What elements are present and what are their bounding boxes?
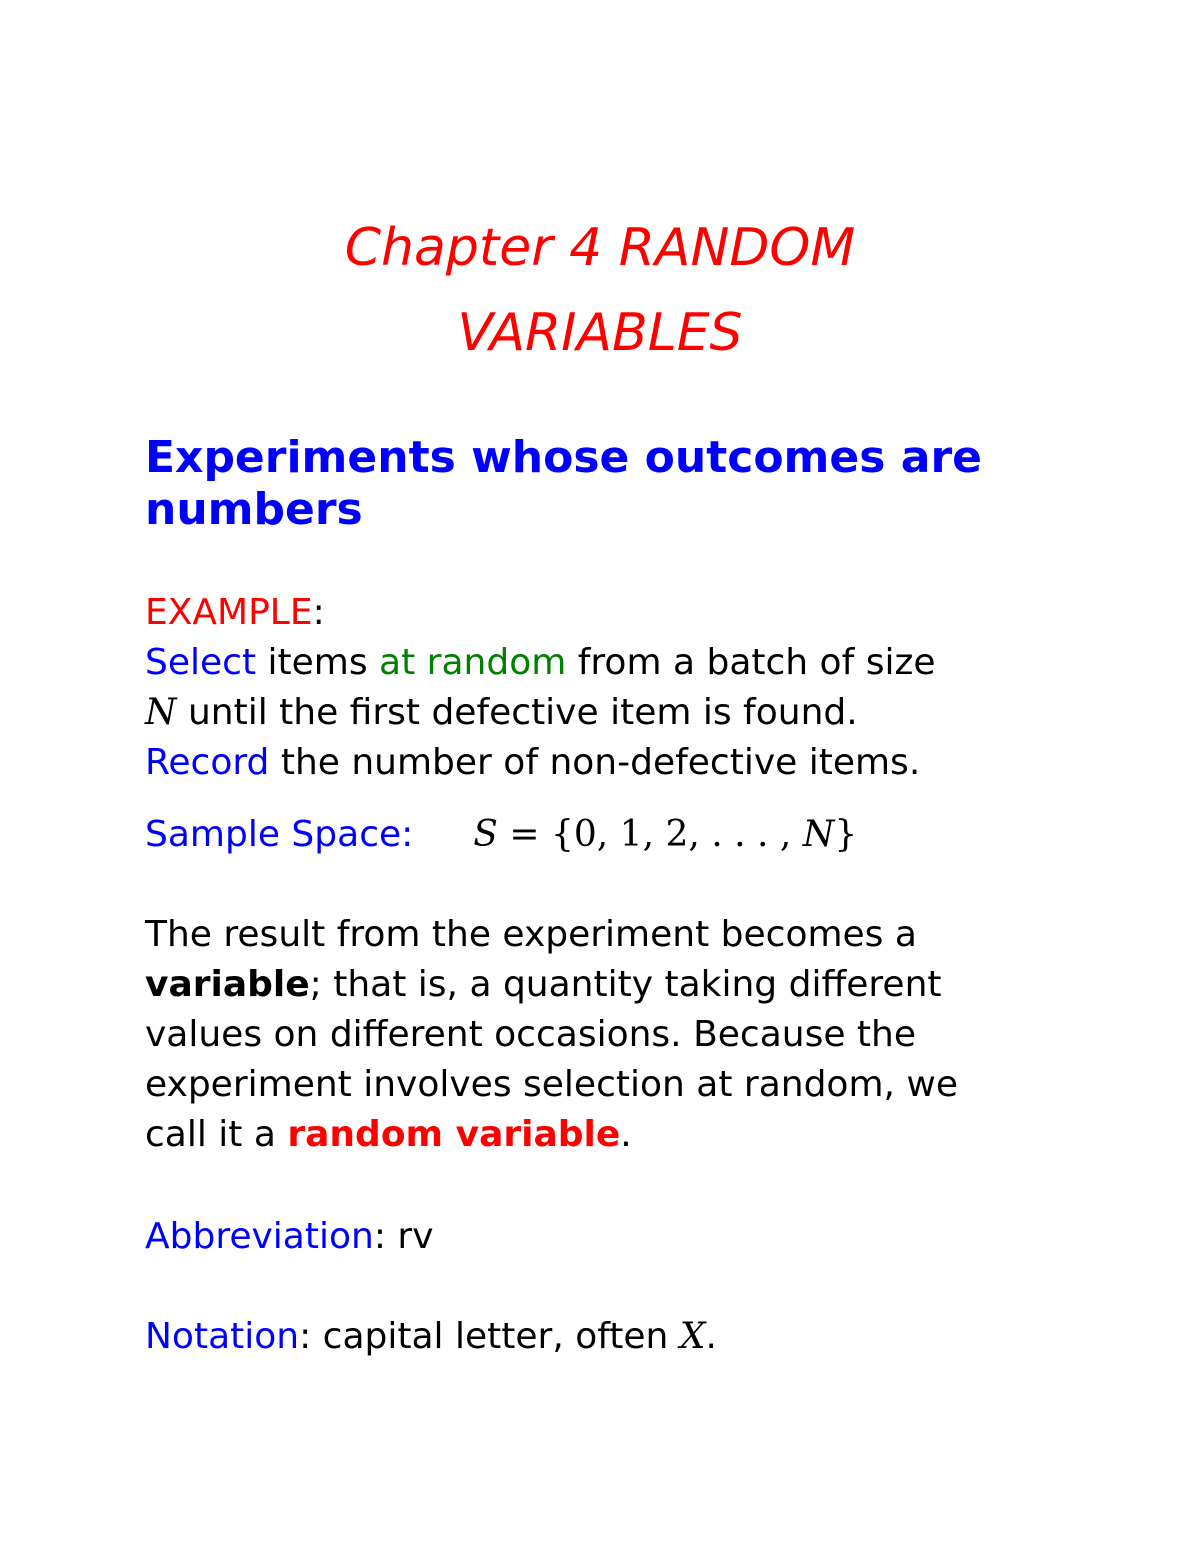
example-line1-mid: items xyxy=(256,642,380,683)
sample-set-open: = {0, 1, 2, . . . , xyxy=(497,814,803,855)
example-colon: : xyxy=(312,592,325,633)
example-line-2 xyxy=(145,688,1065,738)
X-symbol: X xyxy=(679,1316,706,1357)
notation-line xyxy=(145,1312,1065,1362)
variable-term: variable xyxy=(145,964,310,1005)
example-line2-rest: until the first defective item is found. xyxy=(176,692,858,733)
para-line-4: experiment involves selection at random, we xyxy=(145,1064,958,1105)
sample-space-label: Sample Space: xyxy=(145,814,414,855)
para-line5-start: call it a xyxy=(145,1114,288,1155)
notation-dot: . xyxy=(705,1316,717,1357)
example-line3-rest: the number of non-defective items. xyxy=(269,742,921,783)
example-line-3 xyxy=(145,738,1065,788)
abbreviation-colon: : xyxy=(373,1216,386,1257)
notation-label: Notation xyxy=(145,1316,300,1357)
example-label-line xyxy=(145,588,1065,638)
para-line2-rest: ; that is, a quantity taking different xyxy=(309,964,942,1005)
para-line-3: values on different occasions. Because the xyxy=(145,1014,917,1055)
chapter-title-line2: VARIABLES xyxy=(457,303,743,363)
sample-N-symbol: N xyxy=(802,814,835,855)
S-symbol: S xyxy=(473,814,498,855)
select-word: Select xyxy=(145,642,257,683)
record-word: Record xyxy=(145,742,270,783)
para-line-2 xyxy=(145,960,1065,1010)
para-line-1: The result from the experiment becomes a xyxy=(145,914,917,955)
example-label: EXAMPLE xyxy=(145,592,313,633)
notation-rest: : capital letter, often xyxy=(299,1316,680,1357)
chapter-title-line1: Chapter 4 RANDOM xyxy=(344,218,856,278)
abbreviation-line xyxy=(145,1212,1065,1262)
section-heading-line1: Experiments whose outcomes are xyxy=(145,432,982,483)
para-line5-end: . xyxy=(620,1114,632,1155)
sample-space-line xyxy=(145,810,1065,860)
section-heading xyxy=(145,432,1065,536)
N-symbol: N xyxy=(145,692,177,733)
example-line-1 xyxy=(145,638,1065,688)
section-heading-line2: numbers xyxy=(145,484,363,535)
sample-set-close: } xyxy=(834,814,858,855)
abbreviation-label: Abbreviation xyxy=(145,1216,374,1257)
example-line1-end: from a batch of size xyxy=(566,642,936,683)
para-line-5 xyxy=(145,1110,1065,1160)
abbreviation-value: rv xyxy=(385,1216,434,1257)
random-variable-term: random variable xyxy=(287,1114,621,1155)
at-random-phrase: at random xyxy=(379,642,567,683)
